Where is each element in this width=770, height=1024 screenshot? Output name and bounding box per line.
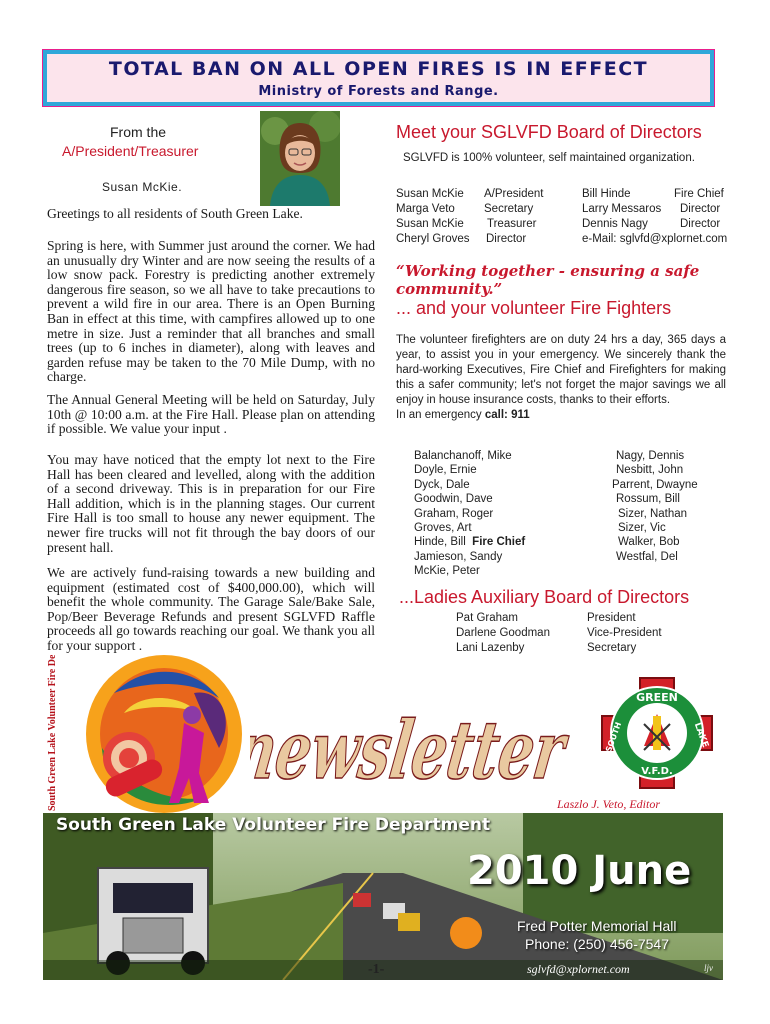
- firefighters-description: The volunteer firefighters are on duty 24 hrs a day, 365 days a year, to assist you in your emergency. We sincerely thank the hard-working Executives, Fire Chief and Firefighters for making this a safer community; let's not forget the major savings we all enjoy in house insurance costs, thanks to their efforts.: [396, 334, 726, 406]
- board-member-name: Dennis Nagy: [582, 218, 648, 230]
- ladies-member-name: Lani Lazenby: [456, 642, 525, 654]
- board-member-name: Susan McKie: [396, 218, 464, 230]
- firefighter-name: Hinde, Bill: [414, 536, 466, 549]
- board-member-role: Director: [680, 218, 721, 230]
- firefighter-list-left: [414, 449, 525, 579]
- list-item: Dyck, Dale: [414, 478, 470, 491]
- logo-text-left: SOUTH: [604, 720, 624, 754]
- list-item: Jamieson, Sandy: [414, 550, 503, 563]
- list-item: [414, 535, 525, 549]
- footer-email[interactable]: sglvfd@xplornet.com: [527, 962, 630, 976]
- logo-text-right: LAKE: [691, 721, 710, 750]
- author-photo: [260, 111, 340, 206]
- board-member-name: Cheryl Groves: [396, 233, 470, 245]
- board-email: e-Mail: sglvfd@xplornet.com: [582, 233, 728, 245]
- list-item: Sizer, Nathan: [618, 507, 688, 520]
- board-names-right: [582, 187, 661, 232]
- ladies-member-role: Vice-President: [587, 627, 662, 639]
- board-intro: SGLVFD is 100% volunteer, self maintained organization.: [403, 152, 695, 164]
- list-item: McKie, Peter: [414, 565, 480, 578]
- fire-chief-label: Fire Chief: [472, 536, 526, 549]
- banner-title: TOTAL BAN ON ALL OPEN FIRES IS IN EFFECT: [108, 58, 649, 80]
- letter-paragraph-2: The Annual General Meeting will be held on Saturday, July 10th @ 10:00 a.m. at the Fire Hall. Please plan on attending if possible. We value your input .: [47, 392, 375, 437]
- letter-paragraph-1: Spring is here, with Summer just around the corner. We had an unusually dry Winter and are now seeing the results of a low snow pack. Forestry is predicting another extremely dangerous fire season, so we all have to take precautions to prevent a wild fire in our area. There is an Open Burning Ban in effect at this time, with campfires allowed up to one metre in size. Just a reminder that all branches and small trees (up to 6 inches in diameter), along with leaves and garden refuse may be taken to the 70 Mile Dump, with no charge.: [47, 238, 375, 385]
- list-item: Goodwin, Dave: [414, 493, 493, 506]
- slogan: “Working together - ensuring a safe community.”: [396, 262, 700, 298]
- board-roles-right: [674, 187, 724, 232]
- list-item: Rossum, Bill: [616, 493, 680, 506]
- letter-paragraph-3: You may have noticed that the empty lot next to the Fire Hall has been cleared and levelled, along with the addition of a second driveway. This is in preparation for our Fire Hall addition, which is in the planning stages. Our current Fire Hall is too small to house any newer equipment. The newer fire trucks will not fit through the bay doors of our present hall.: [47, 452, 375, 555]
- hall-name: Fred Potter Memorial Hall: [517, 918, 677, 934]
- board-names-left: [396, 187, 470, 247]
- board-member-name: Susan McKie: [396, 188, 464, 200]
- highway-photo: [43, 813, 723, 980]
- hall-phone: Phone: (250) 456-7547: [525, 936, 669, 952]
- page-number: -1-: [368, 962, 385, 977]
- logo-text-bottom: V.F.D.: [641, 766, 673, 777]
- board-heading: Meet your SGLVFD Board of Directors: [396, 122, 702, 142]
- board-member-name: Larry Messaros: [582, 203, 662, 215]
- firefighter-emblem: [84, 653, 244, 815]
- department-name: South Green Lake Volunteer Fire Department: [56, 815, 491, 835]
- letter-paragraph-4: We are actively fund-raising towards a new building and equipment (estimated cost of $400,000.00), which will benefit the whole community. The Garage Sale/Bake Sale, Pop/Beer Beverage Refunds and present SGLVFD Raffle proceeds all go towards reaching our goal. We thank you all for your support .: [47, 565, 375, 653]
- ladies-member-role: President: [587, 612, 636, 624]
- masthead-word: newsletter: [250, 703, 580, 797]
- firefighters-text: [396, 333, 726, 423]
- list-item: Westfal, Del: [616, 550, 678, 563]
- board-member-name: Bill Hinde: [582, 188, 631, 200]
- list-item: Nesbitt, John: [616, 464, 684, 477]
- letter-from: From the: [110, 124, 167, 140]
- emergency-number: call: 911: [484, 409, 530, 421]
- ladies-auxiliary-heading: ...Ladies Auxiliary Board of Directors: [399, 587, 690, 607]
- firefighter-list-right: [612, 449, 698, 564]
- newsletter-masthead: [250, 650, 580, 800]
- truck: [98, 868, 208, 975]
- list-item: Walker, Bob: [618, 536, 680, 549]
- board-member-name: Marga Veto: [396, 203, 455, 215]
- ladies-member-name: Darlene Goodman: [456, 627, 550, 639]
- list-item: Balanchanoff, Mike: [414, 450, 512, 462]
- list-item: Groves, Art: [414, 522, 472, 535]
- letter-role: A/President/Treasurer: [62, 143, 199, 159]
- banner-subtitle: Ministry of Forests and Range.: [258, 84, 499, 99]
- editor-credit: Laszlo J. Veto, Editor: [557, 797, 661, 811]
- firefighters-heading: ... and your volunteer Fire Fighters: [396, 298, 672, 318]
- board-member-role: Fire Chief: [674, 188, 724, 200]
- issue-date: 2010 June: [467, 848, 692, 894]
- vertical-department-label: South Green Lake Volunteer Fire Department: [47, 655, 58, 811]
- ladies-roles: [587, 611, 662, 656]
- fire-ban-banner: [43, 50, 714, 106]
- list-item: Nagy, Dennis: [616, 450, 685, 462]
- list-item: Sizer, Vic: [618, 522, 666, 535]
- ladies-member-name: Pat Graham: [456, 612, 518, 624]
- board-roles-left: [484, 187, 543, 247]
- board-member-role: Treasurer: [487, 218, 537, 230]
- letter-author: Susan McKie.: [102, 180, 183, 194]
- board-member-role: Director: [680, 203, 721, 215]
- board-member-role: Director: [486, 233, 527, 245]
- list-item: Parrent, Dwayne: [612, 478, 698, 491]
- vfd-logo: [600, 676, 714, 790]
- list-item: Graham, Roger: [414, 507, 494, 520]
- ladies-member-role: Secretary: [587, 642, 637, 654]
- list-item: Doyle, Ernie: [414, 464, 477, 477]
- logo-text-top: GREEN: [636, 691, 678, 704]
- letter-greeting: Greetings to all residents of South Green Lake.: [47, 206, 303, 221]
- vertical-department-text: [41, 655, 61, 813]
- board-member-role: A/President: [484, 188, 544, 200]
- board-member-role: Secretary: [484, 203, 534, 215]
- footer-initials: ljv: [704, 963, 713, 973]
- emergency-label: In an emergency: [396, 409, 485, 421]
